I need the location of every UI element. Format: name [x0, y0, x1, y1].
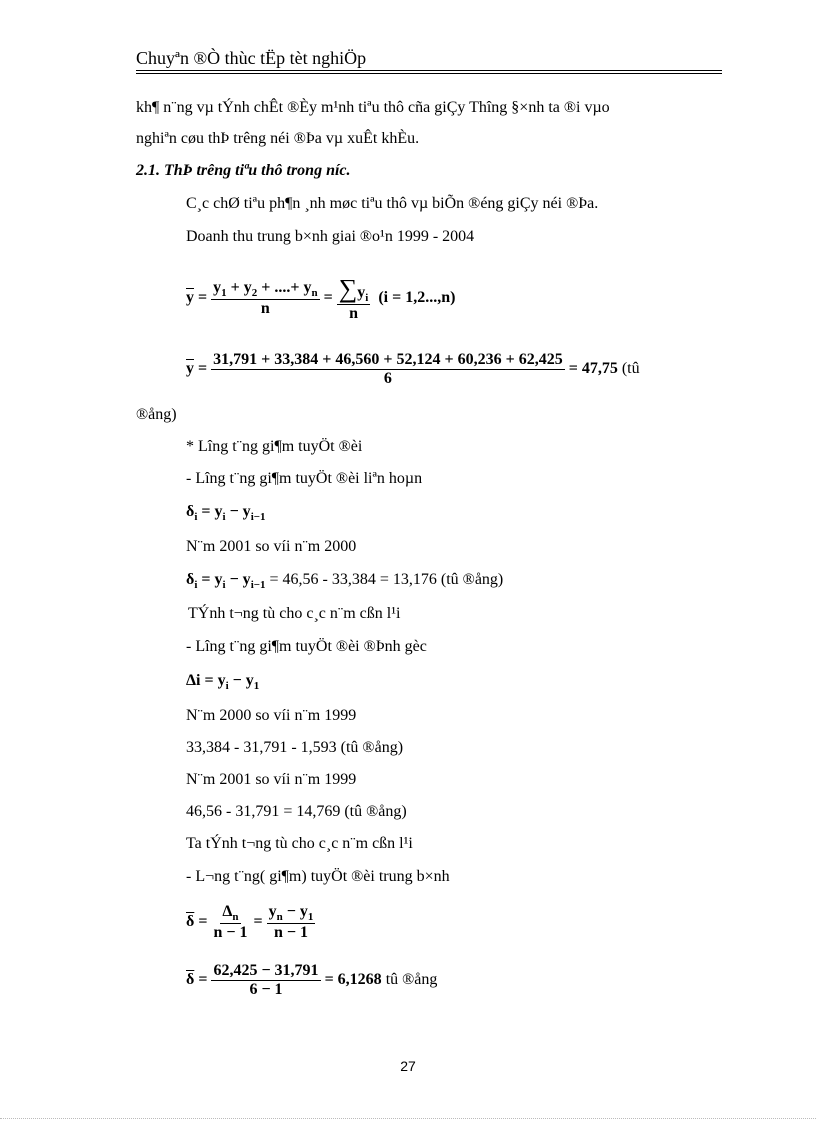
paragraph-line: N¨m 2001 so víi n¨m 1999 — [186, 771, 357, 788]
paragraph-line: kh¶ n¨ng vµ tÝnh chÊt ®Èy m¹nh tiªu thô cña giÇy Thîng §×nh ta ®i vµo — [136, 99, 610, 116]
average-delta-formula: $\overline{\delta}$ = $\Delta_n$ n − 1 = $y_n - y_1$ n − 1 — [186, 902, 314, 941]
page-bottom-border — [0, 1118, 816, 1119]
paragraph-line: Doanh thu trung b×nh giai ®o¹n 1999 - 2004 — [186, 228, 475, 245]
delta-computation: $\delta_i = y_i - y_{i-1} = 46,56 - 33,384 = 13,176$ (tû ®ång) — [186, 571, 504, 591]
index-range: (i = 1,2...,n) — [378, 289, 456, 306]
paragraph-line: - Lîng t¨ng gi¶m tuyÖt ®èi ®Þnh gèc — [186, 638, 427, 655]
header-rule-2 — [136, 73, 722, 74]
paragraph-line: TÝnh t¬ng tù cho c¸c n¨m cßn l¹i — [188, 605, 401, 622]
paragraph-line: 33,384 - 31,791 - 1,593 (tû ®ång) — [186, 739, 404, 756]
paragraph-line: ®ång) — [136, 406, 177, 423]
section-heading: 2.1. ThÞ trêng tiªu thô trong níc. — [136, 162, 351, 179]
page-header-title: Chuyªn ®Ò thùc tËp tèt nghiÖp — [136, 48, 367, 68]
base-delta-formula: $\Delta i = y_i - y_1$ — [186, 672, 260, 692]
paragraph-line: nghiªn cøu thÞ trêng néi ®Þa vµ xuÊt khÈu. — [136, 130, 420, 147]
paragraph-line: - Lîng t¨ng gi¶m tuyÖt ®èi liªn hoµn — [186, 470, 423, 487]
page-number: 27 — [400, 1058, 416, 1074]
paragraph-line: C¸c chØ tiªu ph¶n ¸nh møc tiªu thô vµ biÕn ®éng giÇy néi ®Þa. — [186, 195, 599, 212]
paragraph-line: Ta tÝnh t¬ng tù cho c¸c n¨m cßn l¹i — [186, 835, 413, 852]
average-delta-computation: $\overline{\delta}$ = $\frac{62,425 - 31,791}{6 - 1}$ = 6,1268 tû ®ång — [186, 961, 438, 998]
delta-formula: $\delta_i = y_i - y_{i-1}$ — [186, 503, 266, 523]
paragraph-line: 46,56 - 31,791 = 14,769 (tû ®ång) — [186, 803, 407, 820]
header-rule — [136, 70, 722, 71]
paragraph-line: - L¬ng t¨ng( gi¶m) tuyÖt ®èi trung b×nh — [186, 868, 450, 885]
paragraph-line: N¨m 2000 so víi n¨m 1999 — [186, 707, 357, 724]
paragraph-line: * Lîng t¨ng gi¶m tuyÖt ®èi — [186, 438, 363, 455]
mean-computation-formula: $\overline{y}$ = $\frac{31,791 + 33,384 + 46,560 + 52,124 + 60,236 + 62,425}{6}$ = 47,75 (tû — [186, 350, 640, 387]
paragraph-line: N¨m 2001 so víi n¨m 2000 — [186, 538, 357, 555]
mean-formula: $\overline{y}$ = $y_1 + y_2$ + ....+ $y_n$ n = $\sum y_i$ n (i = 1,2...,n) — [186, 273, 456, 322]
